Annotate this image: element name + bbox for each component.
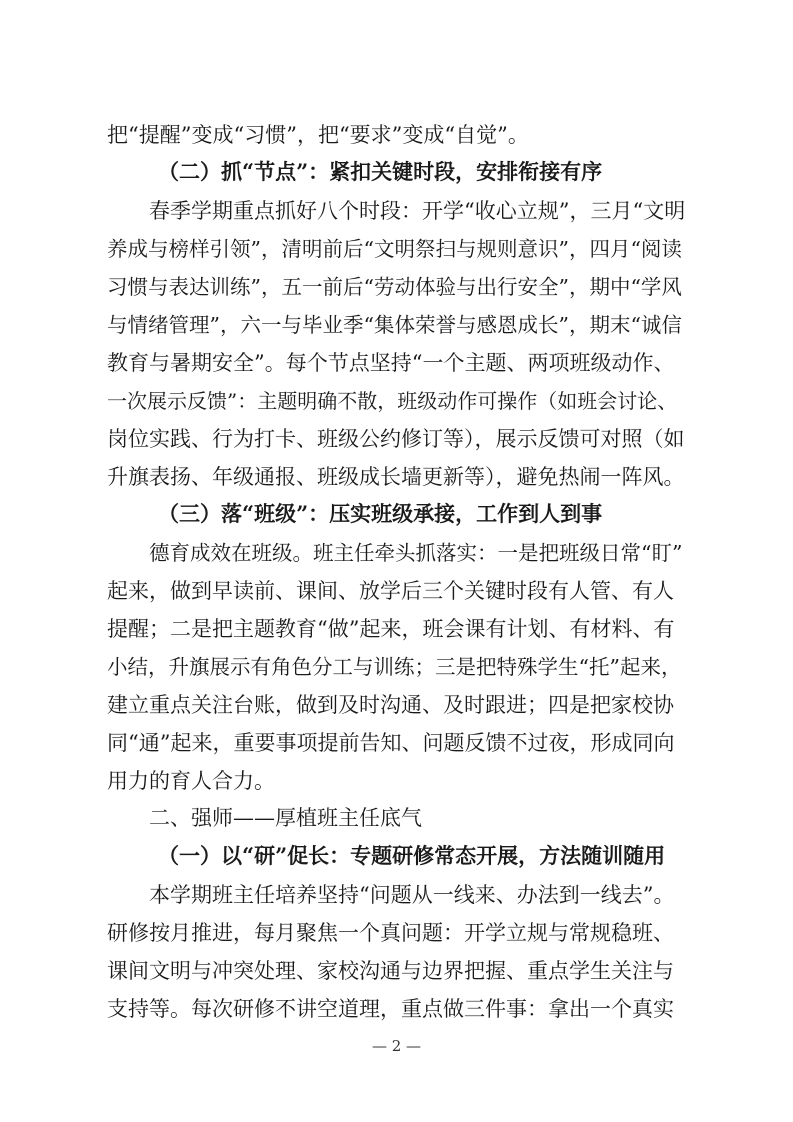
paragraph-line: 升旗表扬、年级通报、班级成长墙更新等），避免热闹一阵风。 bbox=[107, 465, 685, 489]
page-number: — 2 — bbox=[371, 1037, 422, 1055]
paragraph-line: 同“通”起来，重要事项提前告知、问题反馈不过夜，形成同向 bbox=[107, 731, 675, 755]
section-heading-3: （三）落“班级”：压实班级承接，工作到人到事 bbox=[158, 501, 603, 526]
section-heading-1: （一）以“研”促长：专题研修常态开展，方法随训随用 bbox=[158, 843, 666, 868]
paragraph-line: 岗位实践、行为打卡、班级公约修订等），展示反馈可对照（如 bbox=[107, 427, 685, 451]
paragraph-line: 德育成效在班级。班主任牵头抓落实：一是把班级日常“盯” bbox=[149, 541, 683, 565]
paragraph-line: 教育与暑期安全”。每个节点坚持“一个主题、两项班级动作、 bbox=[107, 351, 675, 375]
paragraph-line: 用力的育人合力。 bbox=[107, 769, 275, 793]
paragraph-line: 提醒；二是把主题教育“做”起来，班会课有计划、有材料、有 bbox=[107, 617, 675, 641]
paragraph-line: 习惯与表达训练”，五一前后“劳动体验与出行安全”，期中“学风 bbox=[107, 275, 682, 299]
chapter-heading: 二、强师——厚植班主任底气 bbox=[149, 806, 422, 830]
section-heading-2: （二）抓“节点”：紧扣关键时段，安排衔接有序 bbox=[158, 159, 603, 184]
paragraph-line: 小结，升旗展示有角色分工与训练；三是把特殊学生“托”起来， bbox=[107, 655, 682, 679]
paragraph-line: 研修按月推进，每月聚焦一个真问题：开学立规与常规稳班、 bbox=[107, 921, 674, 945]
paragraph-line: 本学期班主任培养坚持“问题从一线来、办法到一线去”。 bbox=[149, 883, 675, 907]
paragraph-line: 支持等。每次研修不讲空道理，重点做三件事：拿出一个真实 bbox=[107, 997, 674, 1021]
paragraph-line: 起来，做到早读前、课间、放学后三个关键时段有人管、有人 bbox=[107, 579, 674, 603]
paragraph-line: 把“提醒”变成“习惯”，把“要求”变成“自觉”。 bbox=[107, 123, 529, 147]
paragraph-line: 与情绪管理”，六一与毕业季“集体荣誉与感恩成长”，期末“诚信 bbox=[107, 313, 682, 337]
paragraph-line: 建立重点关注台账，做到及时沟通、及时跟进；四是把家校协 bbox=[107, 693, 674, 717]
paragraph-line: 课间文明与冲突处理、家校沟通与边界把握、重点学生关注与 bbox=[107, 959, 674, 983]
paragraph-line: 一次展示反馈”：主题明确不散，班级动作可操作（如班会讨论、 bbox=[107, 389, 678, 413]
paragraph-line: 养成与榜样引领”，清明前后“文明祭扫与规则意识”，四月“阅读 bbox=[107, 237, 682, 261]
paragraph-line: 春季学期重点抓好八个时段：开学“收心立规”，三月“文明 bbox=[149, 199, 686, 223]
